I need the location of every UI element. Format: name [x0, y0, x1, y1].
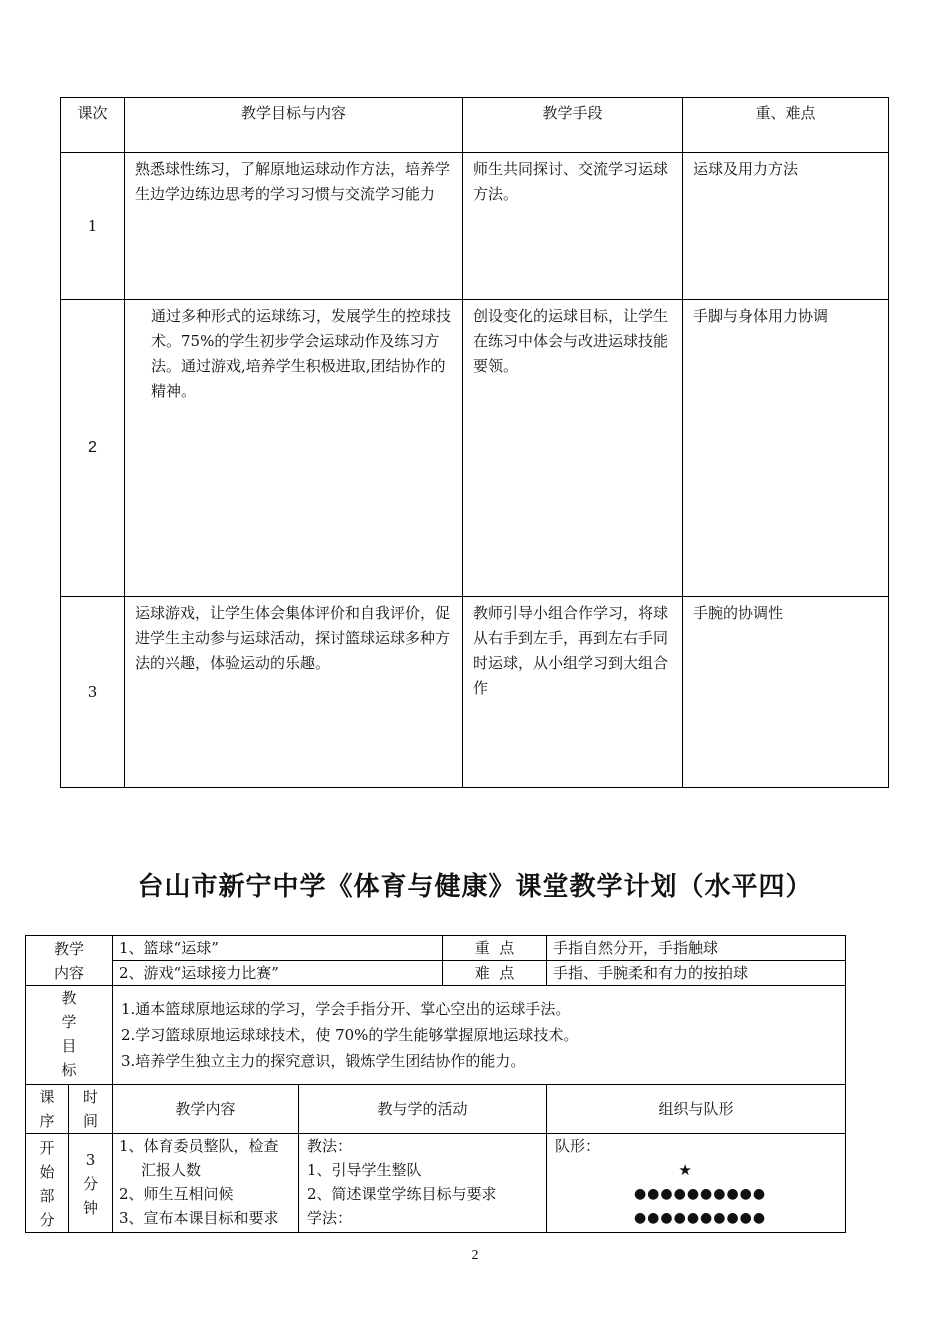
header-time: [69, 1085, 113, 1134]
goal-item: 3.培养学生独立主力的探究意识，锻炼学生团结协作的能力。: [121, 1052, 526, 1070]
activity-line: 教法：: [307, 1137, 353, 1155]
header-goal-content: 教学目标与内容: [125, 98, 463, 153]
content-item: 1、篮球“运球”: [113, 936, 443, 961]
difficulty-label: 难 点: [443, 961, 547, 986]
header-content: 教学内容: [113, 1085, 299, 1134]
content-row: [26, 936, 846, 961]
goal-label-text: 教学目标: [61, 989, 77, 1079]
lesson-goal: 熟悉球性练习，了解原地运球动作方法，培养学生边学边练边思考的学习习惯与交流学习能力: [125, 153, 463, 300]
teacher-star-icon: ★: [678, 1161, 692, 1179]
lesson-number: 1: [61, 153, 125, 300]
section-name: [26, 1134, 69, 1233]
goal-item: 2.学习篮球原地运球球技术，使 70%的学生能够掌握原地运球技术。: [121, 1026, 579, 1044]
lesson-number: 3: [61, 597, 125, 788]
table-row: [61, 597, 889, 788]
content-line: 1、体育委员整队，检查: [119, 1137, 279, 1155]
content-line: 汇报人数: [141, 1161, 202, 1179]
table-header-row: [61, 98, 889, 153]
header-order-text: 课序: [39, 1088, 55, 1130]
content-line: 2、师生互相问候: [119, 1185, 234, 1203]
activity-line: 2、简述课堂学练目标与要求: [307, 1185, 497, 1203]
section-activity: [299, 1134, 547, 1233]
page-number: 2: [471, 1248, 479, 1263]
lesson-key: 手腕的协调性: [683, 597, 889, 788]
content-label: [26, 936, 113, 986]
header-time-text: 时间: [82, 1088, 98, 1130]
goal-item: 1.通本篮球原地运球的学习，学会手指分开、掌心空出的运球手法。: [121, 1000, 571, 1018]
table-row: [61, 153, 889, 300]
student-row-dots: ●●●●●●●●●●: [633, 1186, 767, 1202]
lesson-key: 手脚与身体用力协调: [683, 300, 889, 597]
lesson-plan-table: [25, 935, 846, 1233]
header-order: [26, 1085, 69, 1134]
page-title: 台山市新宁中学《体育与健康》课堂教学计划（水平四）: [137, 872, 813, 902]
student-row-dots: ●●●●●●●●●●: [633, 1210, 767, 1226]
header-teaching-means: 教学手段: [463, 98, 683, 153]
header-key-points: 重、难点: [683, 98, 889, 153]
section-time-text: 3分钟: [82, 1151, 98, 1217]
lesson-number: 2: [61, 300, 125, 597]
lesson-means: 创设变化的运球目标，让学生在练习中体会与改进运球技能要领。: [463, 300, 683, 597]
section-content: [113, 1134, 299, 1233]
section-time: [69, 1134, 113, 1233]
lesson-means: 教师引导小组合作学习，将球从右手到左手，再到左右手同时运球，从小组学习到大组合作: [463, 597, 683, 788]
lesson-key: 运球及用力方法: [683, 153, 889, 300]
activity-line: 学法：: [307, 1209, 353, 1227]
difficulty-row: [26, 961, 846, 986]
difficulty-value: 手指、手腕柔和有力的按拍球: [547, 961, 846, 986]
content-item: 2、游戏“运球接力比赛”: [113, 961, 443, 986]
formation-label: 队形：: [555, 1137, 601, 1155]
key-value: 手指自然分开，手指触球: [547, 936, 846, 961]
lesson-overview-table: [60, 97, 889, 788]
section-row: [26, 1134, 846, 1233]
content-label-text: 教学内容: [53, 939, 84, 982]
header-activity: 教与学的活动: [299, 1085, 547, 1134]
table-row: [61, 300, 889, 597]
lesson-means: 师生共同探讨、交流学习运球方法。: [463, 153, 683, 300]
goal-list: [113, 986, 846, 1085]
section-formation: [547, 1134, 846, 1233]
lesson-goal: 通过多种形式的运球练习，发展学生的控球技术。75%的学生初步学会运球动作及练习方法。通过游戏,培养学生积极进取,团结协作的精神。: [125, 300, 463, 597]
key-label: 重 点: [443, 936, 547, 961]
header-lesson-no: 课次: [61, 98, 125, 153]
header-organization: 组织与队形: [547, 1085, 846, 1134]
content-line: 3、宣布本课目标和要求: [119, 1209, 279, 1227]
goals-row: [26, 986, 846, 1085]
lesson-goal: 运球游戏，让学生体会集体评价和自我评价，促进学生主动参与运球活动，探讨篮球运球多种方法的兴趣，体验运动的乐趣。: [125, 597, 463, 788]
plan-header-row: [26, 1085, 846, 1134]
goal-label: [26, 986, 113, 1085]
section-name-text: 开始部分: [39, 1139, 55, 1229]
activity-line: 1、引导学生整队: [307, 1161, 422, 1179]
